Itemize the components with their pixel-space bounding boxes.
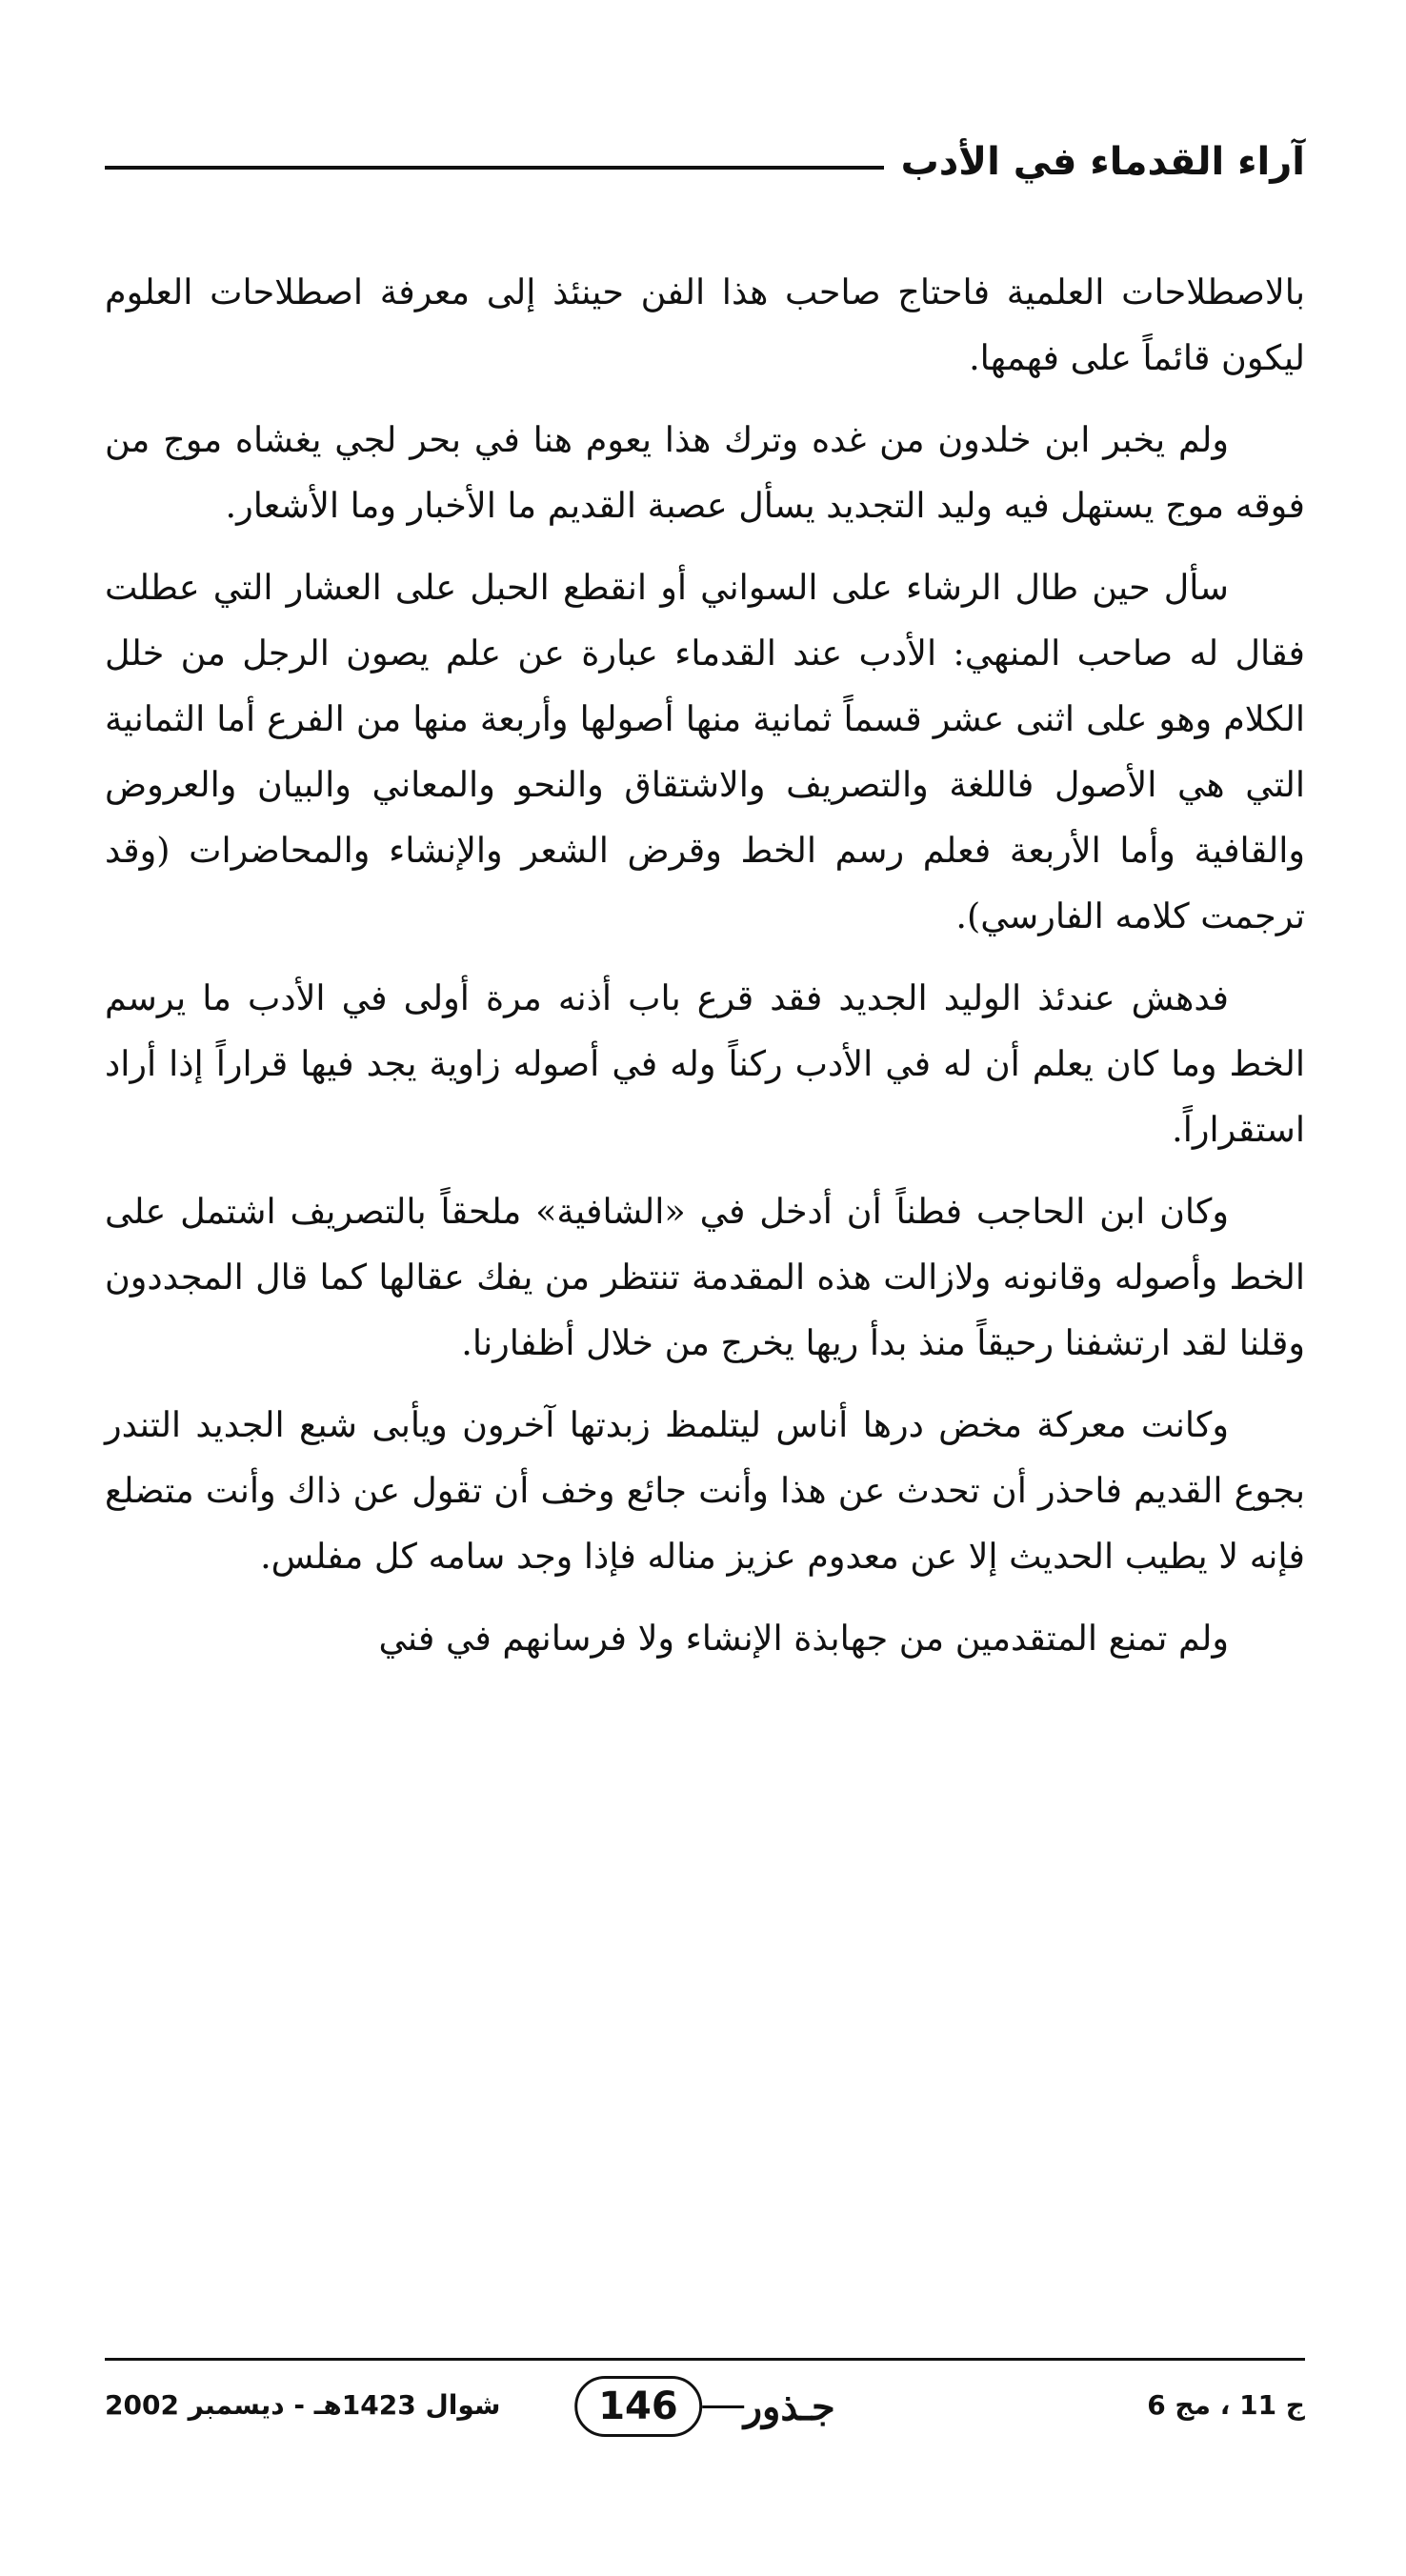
running-header xyxy=(105,133,1305,191)
paragraph-2: ولم يخبر ابن خلدون من غده وترك هذا يعوم هنا في بحر لجي يغشاه موج من فوقه موج يستهل فيه وليد التجديد يسأل عصبة القديم ما الأخبار وما الأشعار. xyxy=(105,419,1305,526)
header-rule xyxy=(105,166,884,170)
paragraph-1: بالاصطلاحات العلمية فاحتاج صاحب هذا الفن حينئذ إلى معرفة اصطلاحات العلوم ليكون قائماً على فهمها. xyxy=(105,272,1305,378)
body-text xyxy=(105,259,1305,1687)
paragraph-7: ولم تمنع المتقدمين من جهابذة الإنشاء ولا فرسانهم في فني xyxy=(378,1618,1229,1659)
paragraph-3: سأل حين طال الرشاء على السواني أو انقطع الحبل على العشار التي عطلت فقال له صاحب المنهي: الأدب عند القدماء عبارة عن علم يصون الرجل من خلل الكلام وهو على اثنى عشر قسماً ثمانية منها أصولها وأربعة منها من الفرع أما الثمانية التي هي الأصول فاللغة والتصريف والاشتقاق والنحو والمعاني والبيان والعروض والقافية وأما الأربعة فعلم رسم الخط وقرض الشعر والإنشاء والمحاضرات (وقد ترجمت كلامه الفارسي). xyxy=(105,567,1305,936)
running-header-title: آراء القدماء في الأدب xyxy=(900,140,1305,184)
footer-rule xyxy=(105,2358,1305,2361)
page-number: 146 xyxy=(574,2376,702,2437)
journal-name: جـذور xyxy=(743,2384,835,2429)
journal-mark xyxy=(574,2376,835,2437)
paragraph-4: فدهش عندئذ الوليد الجديد فقد قرع باب أذنه مرة أولى في الأدب ما يرسم الخط وما كان يعلم أن له في الأدب ركناً وله في أصوله زاوية يجد فيها قراراً إذا أراد استقراراً. xyxy=(105,977,1305,1150)
issue-number: ج 11 ، مج 6 xyxy=(1147,2389,1305,2421)
paragraph-6: وكانت معركة مخض درها أناس ليتلمظ زبدتها آخرون ويأبى شبع الجديد التندر بجوع القديم فاحذر أن تحدث عن هذا وأنت جائع وخف أن تقول عن ذاك وأنت متضلع فإنه لا يطيب الحديث إلا عن معدوم عزيز مناله فإذا وجد سامه كل مفلس. xyxy=(105,1404,1305,1577)
journal-line-left xyxy=(702,2405,744,2408)
page-footer xyxy=(105,2372,1305,2448)
issue-date: شوال 1423هـ - ديسمبر 2002 xyxy=(105,2389,501,2421)
paragraph-5: وكان ابن الحاجب فطناً أن أدخل في «الشافية» ملحقاً بالتصريف اشتمل على الخط وأصوله وقانونه ولازالت هذه المقدمة تنتظر من يفك عقالها كما قال المجددون وقلنا لقد ارتشفنا رحيقاً منذ بدأ ريها يخرج من خلال أظفارنا. xyxy=(105,1191,1305,1363)
